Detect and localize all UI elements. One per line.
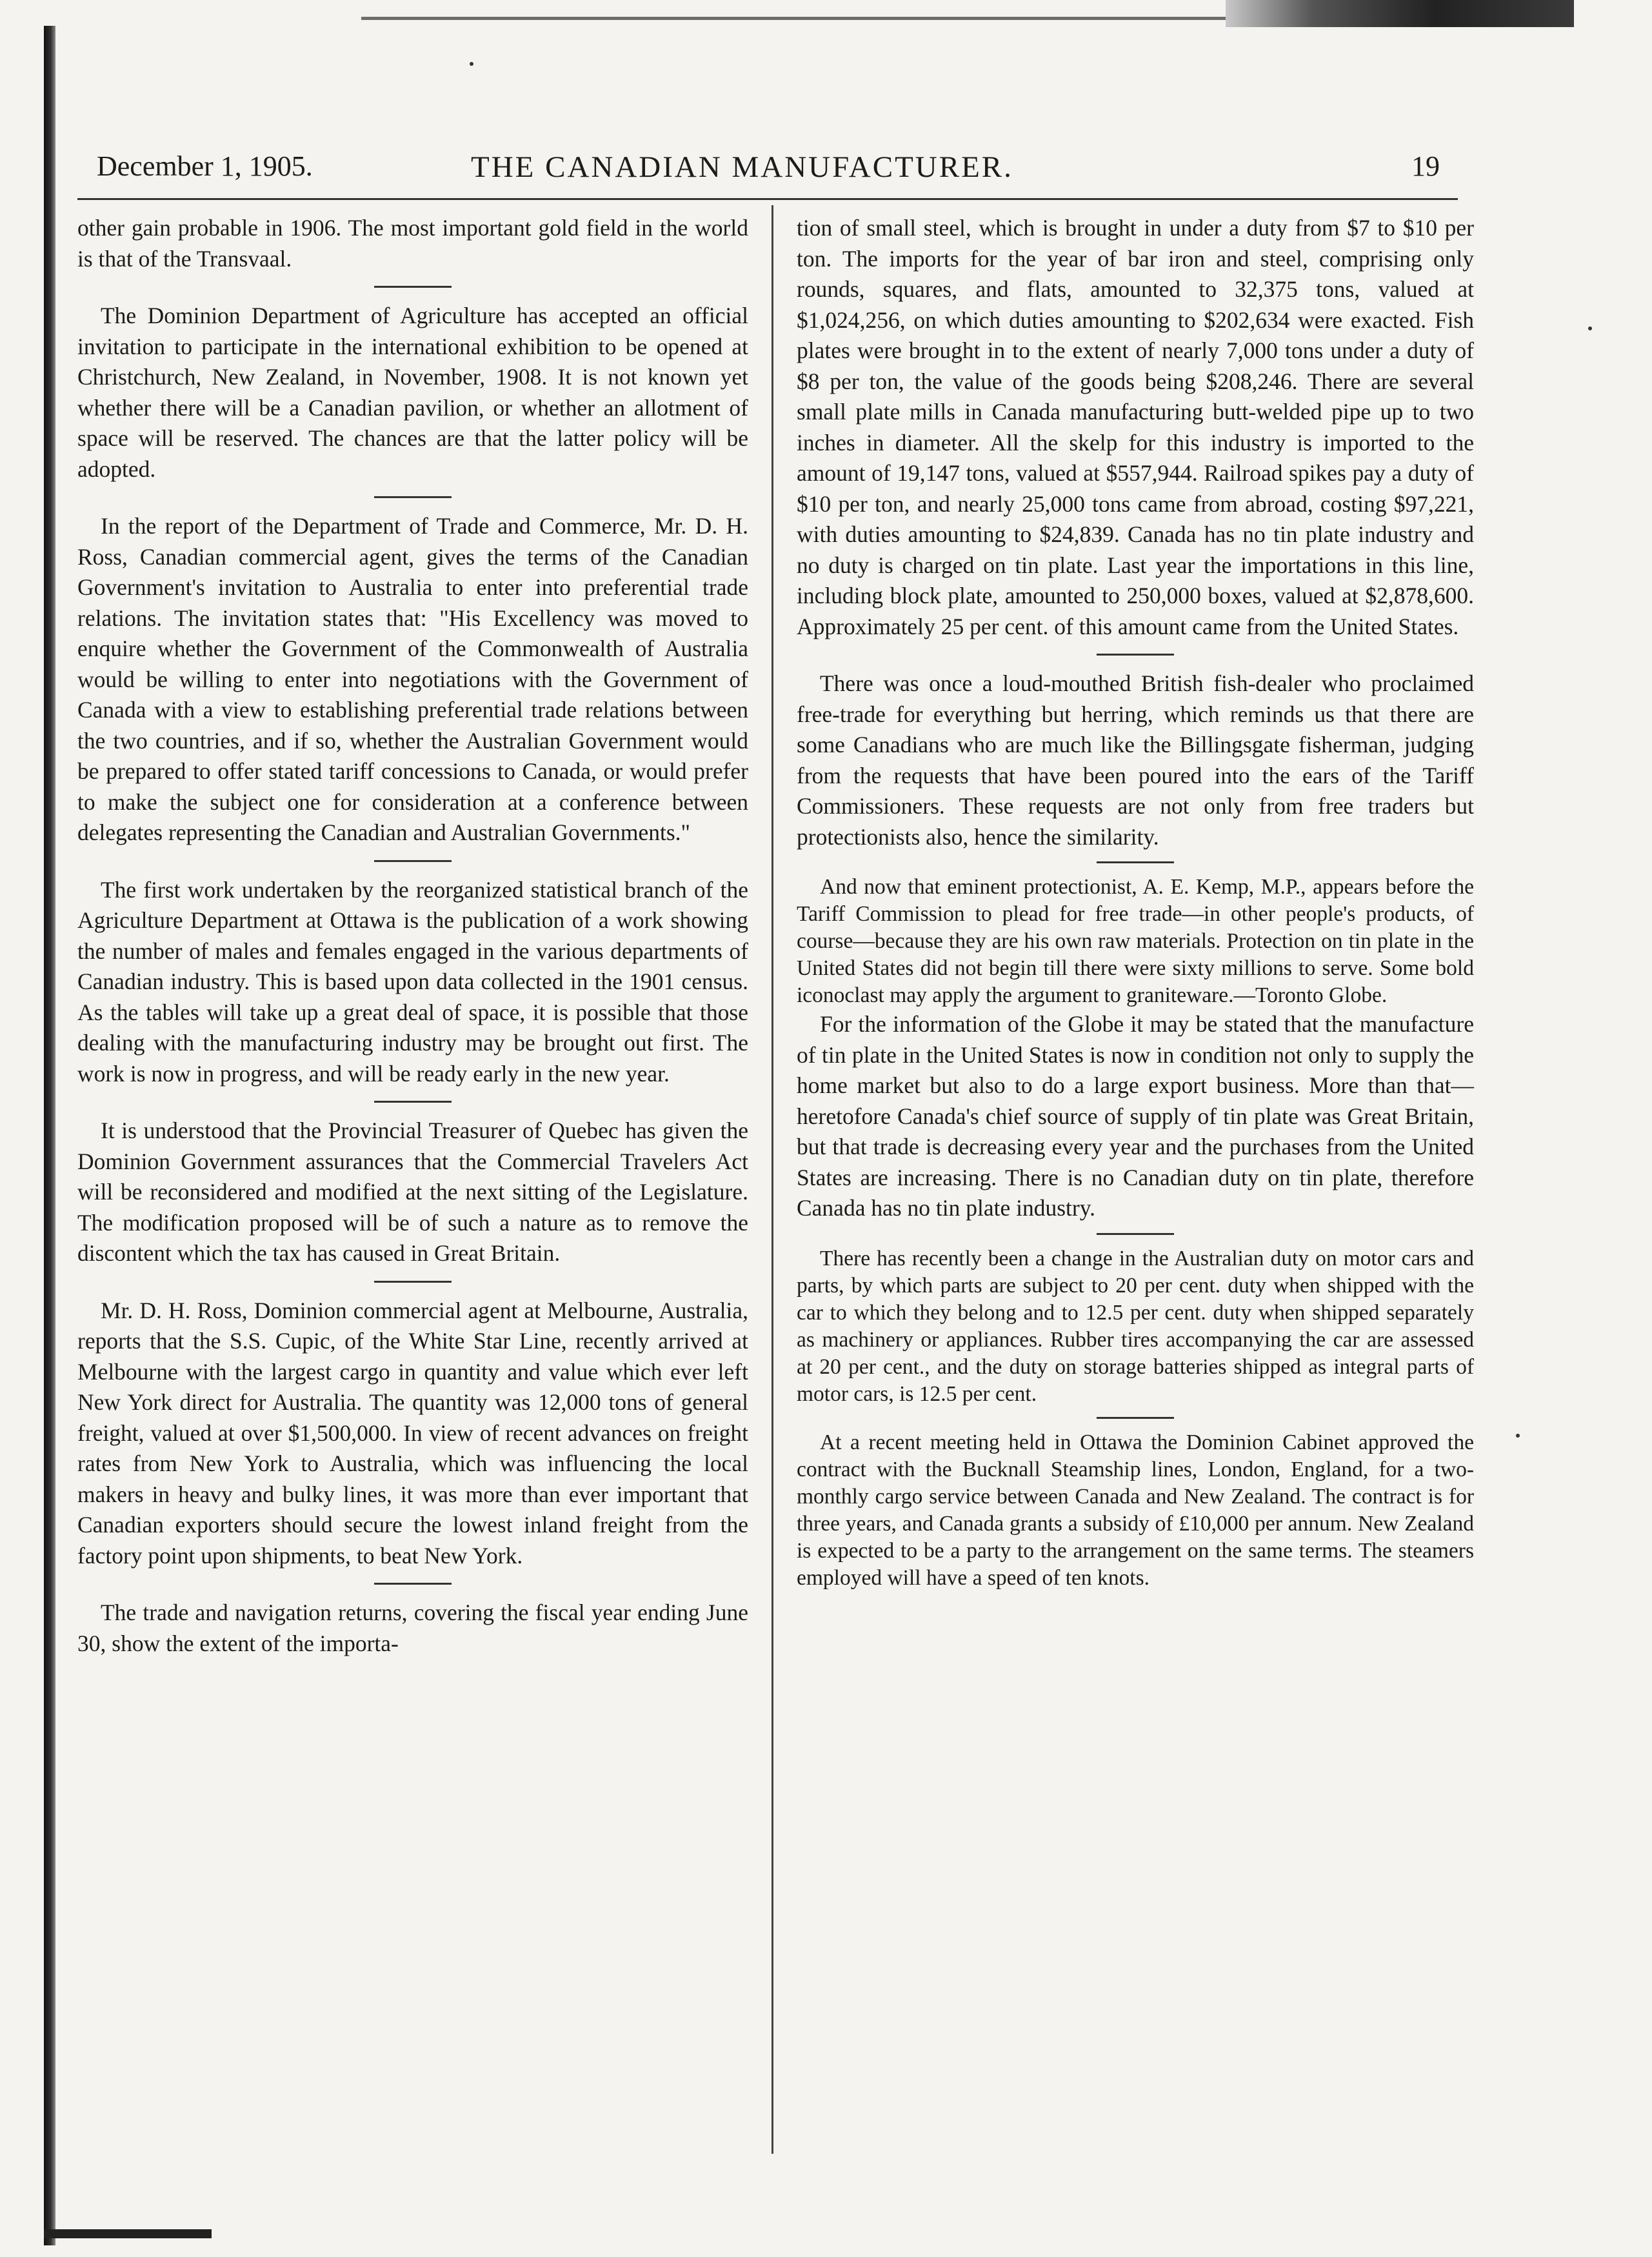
article-paragraph: other gain probable in 1906. The most important gold field in the world is that of the Transvaal. — [77, 215, 748, 272]
page-number: 19 — [1411, 150, 1440, 182]
article-separator — [374, 860, 452, 862]
column-divider — [771, 205, 773, 2154]
article-separator — [1097, 1417, 1174, 1419]
article-paragraph: It is understood that the Provincial Treasurer of Quebec has given the Dominion Government assurances that the Commercial Travelers Act will be reconsidered and modified at the next sitting of the Legislature. The modification proposed will be of such a nature as to remove the discontent which the tax has caused in Great Britain. — [77, 1118, 748, 1266]
article-separator — [374, 1281, 452, 1283]
issue-date: December 1, 1905. — [97, 150, 313, 182]
article-paragraph: The trade and navigation returns, covering the fiscal year ending June 30, show the extent of the importa- — [77, 1600, 748, 1656]
article-paragraph: The first work undertaken by the reorganized statistical branch of the Agriculture Department at Ottawa is the publication of a work showing the number of males and females engaged in the various departments of Canadian industry. This is based upon data collected in the 1901 census. As the tables will take up a great deal of space, it is possible that those dealing with the manufacturing industry may be brought out first. The work is now in progress, and will be ready early in the new year. — [77, 876, 748, 1087]
scan-artifact-top-line — [361, 17, 1226, 20]
right-column — [797, 213, 1474, 1592]
article-separator — [1097, 1233, 1174, 1235]
article-separator — [1097, 654, 1174, 656]
margin-speck — [1516, 1434, 1520, 1438]
article-separator — [374, 1101, 452, 1103]
margin-speck — [470, 62, 473, 66]
article-paragraph: Mr. D. H. Ross, Dominion commercial agent at Melbourne, Australia, reports that the S.S. Cupic, of the White Star Line, recently arrived at Melbourne with the largest cargo in quantity and value which ever left New York direct for Australia. The quantity was 12,000 tons of general freight, valued at over $1,500,000. In view of recent advances on freight rates from New York to Australia, which was influencing the local makers in heavy and bulky lines, it was more than ever important that Canadian exporters should secure the lowest inland freight from the factory point upon shipments, to beat New York. — [77, 1297, 748, 1569]
article-paragraph: At a recent meeting held in Ottawa the Dominion Cabinet approved the contract with the Bucknall Steamship lines, London, England, for a two-monthly cargo service between Canada and New Zealand. The contract is for three years, and Canada grants a subsidy of £10,000 per annum. New Zealand is expected to be a party to the arrangement on the same terms. The steamers employed will have a speed of ten knots. — [797, 1430, 1474, 1590]
article-separator — [1097, 861, 1174, 863]
article-paragraph: There has recently been a change in the Australian duty on motor cars and parts, by which parts are subject to 20 per cent. duty when shipped with the car to which they belong and to 12.5 per cent. duty when shipped separately as machinery or appliances. Rubber tires accompanying the car are assessed at 20 per cent., and the duty on storage batteries shipped as integral parts of motor cars, is 12.5 per cent. — [797, 1246, 1474, 1406]
page-binding-edge-bottom — [44, 2229, 212, 2238]
left-column — [77, 213, 748, 1659]
scan-artifact-top-bar — [1226, 0, 1574, 27]
article-paragraph: For the information of the Globe it may be stated that the manufacture of tin plate in the United States is now in condition not only to supply the home market but also to do a large export business. More than that—heretofore Canada's chief source of supply of tin plate was Great Britain, but that trade is decreasing every year and the purchases from the United States are increasing. There is no Canadian duty on tin plate, therefore Canada has no tin plate industry. — [797, 1011, 1474, 1221]
page-header — [97, 150, 1459, 188]
article-separator — [374, 496, 452, 498]
article-paragraph: And now that eminent protectionist, A. E. Kemp, M.P., appears before the Tariff Commission to plead for free trade—in other people's products, of course—because they are his own raw materials. Protection on tin plate in the United States did not begin till there were sixty millions to serve. Some bold iconoclast may apply the argument to graniteware.—Toronto Globe. — [797, 875, 1474, 1007]
article-paragraph: There was once a loud-mouthed British fish-dealer who proclaimed free-trade for everything but herring, which reminds us that there are some Canadians who are much like the Billingsgate fisherman, judging from the requests that have been poured into the ears of the Tariff Commissioners. These requests are not only from free traders but protectionists also, hence the similarity. — [797, 670, 1474, 850]
article-paragraph: tion of small steel, which is brought in under a duty from $7 to $10 per ton. The imports for the year of bar iron and steel, comprising only rounds, squares, and flats, amounted to 32,375 tons, valued at $1,024,256, on which duties amounting to $202,634 were exacted. Fish plates were brought in to the extent of nearly 7,000 tons under a duty of $8 per ton, the value of the goods being $208,246. There are several small plate mills in Canada manufacturing butt-welded pipe up to two inches in diameter. All the skelp for this industry is imported to the amount of 19,147 tons, valued at $557,944. Railroad spikes pay a duty of $10 per ton, and nearly 25,000 tons came from abroad, costing $97,221, with duties amounting to $24,839. Canada has no tin plate industry and no duty is charged on tin plate. Last year the importations in this line, including block plate, amounted to 250,000 boxes, valued at $2,878,600. Approximately 25 per cent. of this amount came from the United States. — [797, 215, 1474, 639]
publication-title: THE CANADIAN MANUFACTURER. — [471, 150, 1013, 184]
article-separator — [374, 1583, 452, 1585]
margin-speck — [1588, 326, 1592, 330]
article-paragraph: The Dominion Department of Agriculture has accepted an official invitation to participate in the international exhibition to be opened at Christchurch, New Zealand, in November, 1908. It is not known yet whether there will be a Canadian pavilion, or whether an allotment of space will be reserved. The chances are that the latter policy will be adopted. — [77, 303, 748, 482]
article-separator — [374, 286, 452, 288]
header-rule — [77, 198, 1458, 200]
article-paragraph: In the report of the Department of Trade and Commerce, Mr. D. H. Ross, Canadian commercial agent, gives the terms of the Canadian Government's invitation to Australia to enter into preferential trade relations. The invitation states that: "His Excellency was moved to enquire whether the Government of the Commonwealth of Australia would be willing to enter into negotiations with the Government of Canada with a view to establishing preferential trade relations between the two countries, and if so, whether the Australian Government would be prepared to offer stated tariff concessions to Canada, or would prefer to make the subject one for consideration at a conference between delegates representing the Canadian and Australian Governments." — [77, 513, 748, 845]
page-binding-edge — [44, 26, 55, 2245]
